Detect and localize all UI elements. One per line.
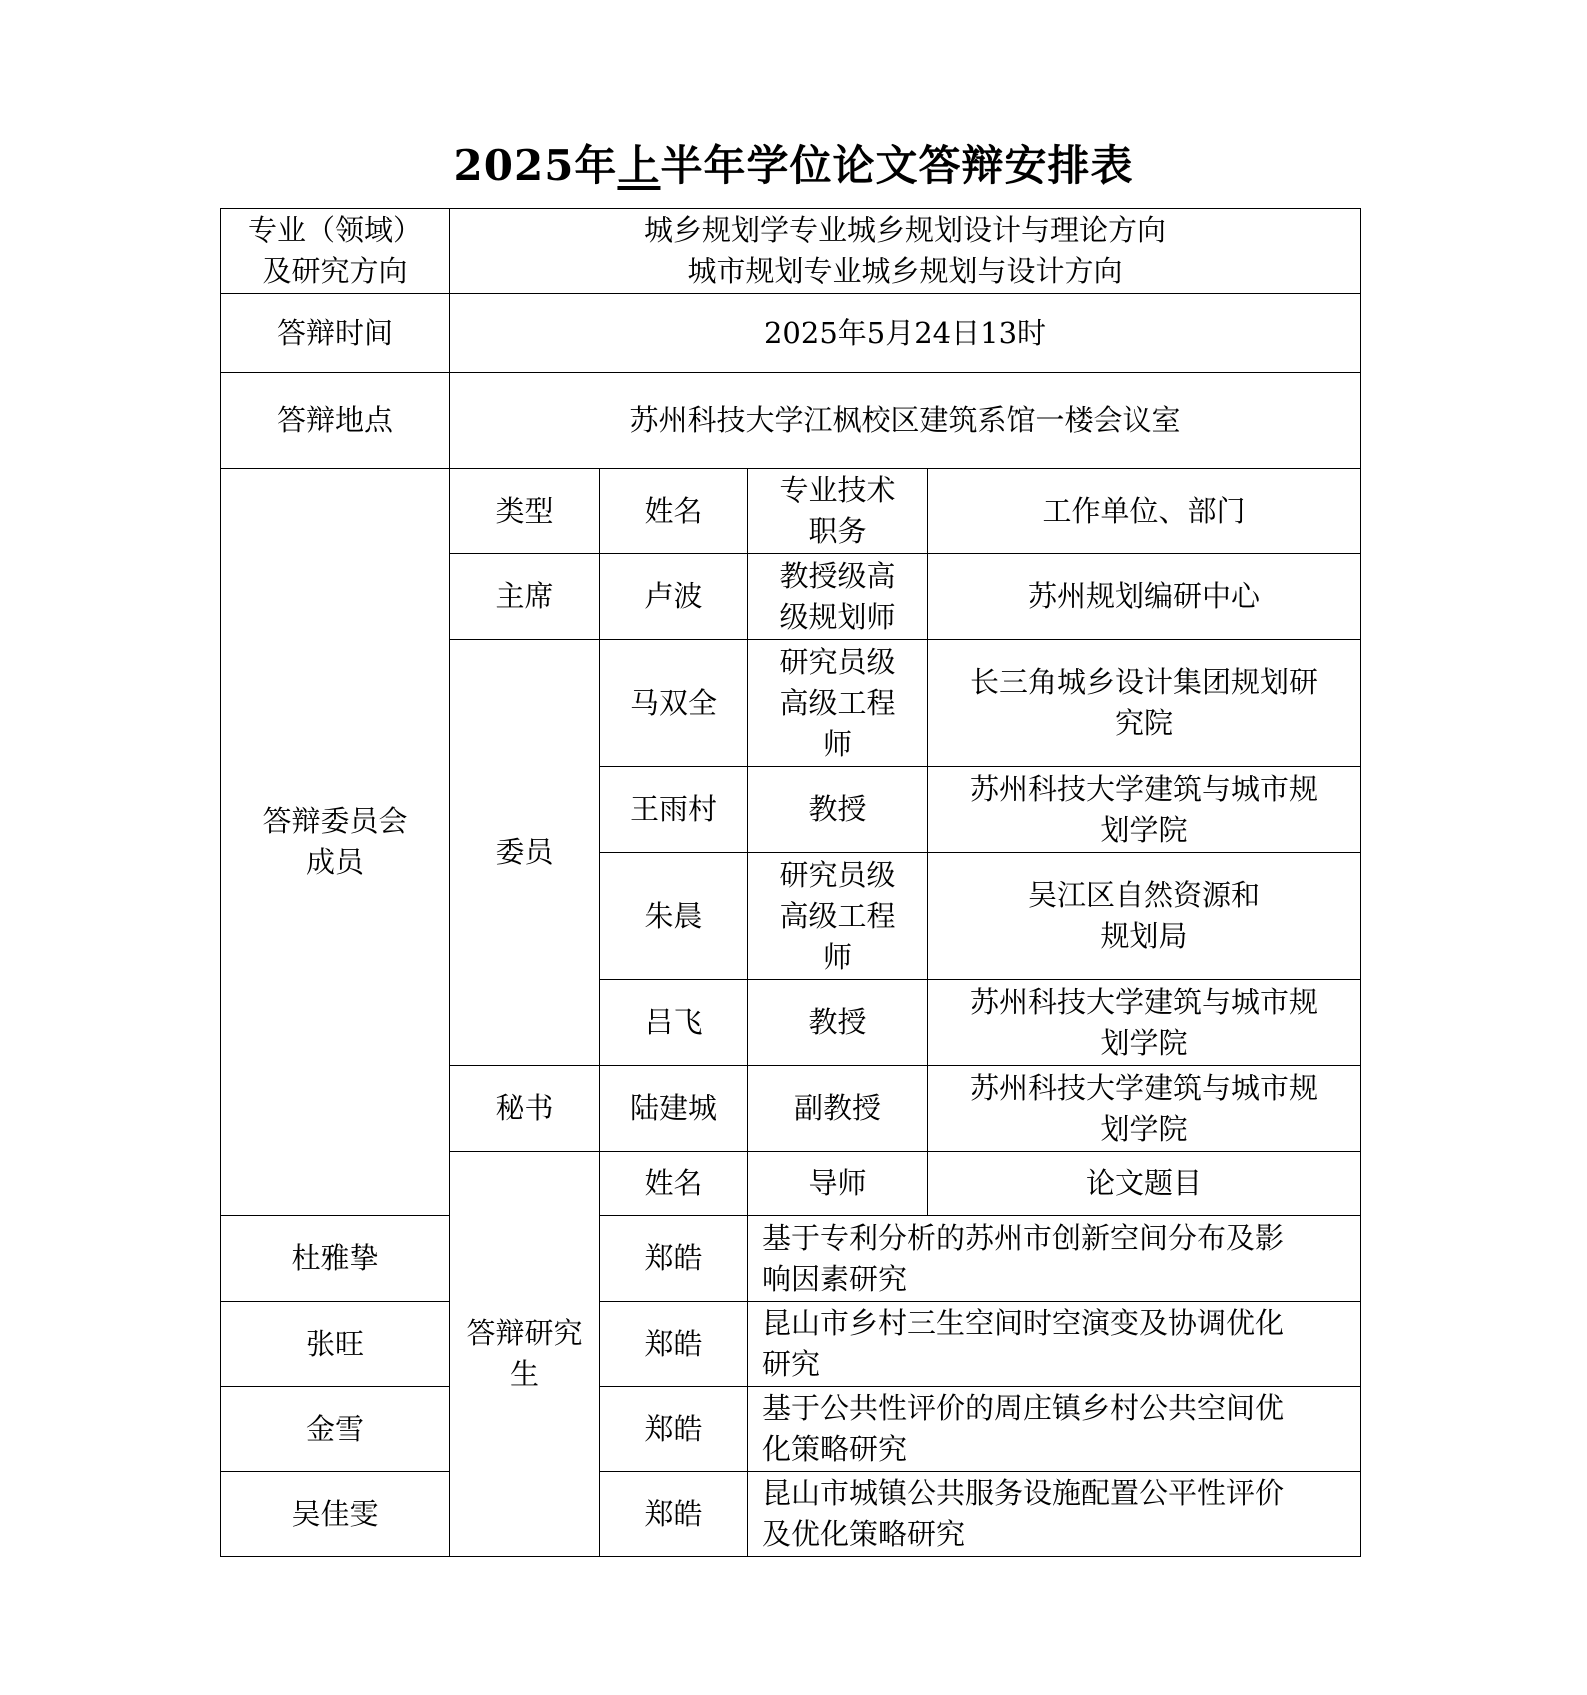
member-unit: 苏州科技大学建筑与城市规 划学院 [928,980,1361,1066]
student-name: 金雪 [221,1387,450,1472]
member-title: 研究员级 高级工程 师 [748,853,928,980]
location-label: 答辩地点 [221,373,450,469]
student-name: 吴佳雯 [221,1472,450,1557]
major-value: 城乡规划学专业城乡规划设计与理论方向 城市规划专业城乡规划与设计方向 [450,209,1361,294]
member-title: 研究员级 高级工程 师 [748,640,928,767]
committee-header-type: 类型 [450,469,600,554]
page-title [0,138,1587,194]
student-row [221,1216,1361,1302]
secretary-name: 陆建城 [600,1066,748,1152]
title-prefix: 2025年 [453,141,618,190]
member-name: 朱晨 [600,853,748,980]
student-advisor: 郑皓 [600,1472,748,1557]
student-topic: 昆山市城镇公共服务设施配置公平性评价 及优化策略研究 [748,1472,1361,1557]
students-header-topic: 论文题目 [928,1152,1361,1216]
member-name: 吕飞 [600,980,748,1066]
member-name: 马双全 [600,640,748,767]
chair-title: 教授级高 级规划师 [748,554,928,640]
student-name: 杜雅挚 [221,1216,450,1302]
member-unit: 苏州科技大学建筑与城市规 划学院 [928,767,1361,853]
student-advisor: 郑皓 [600,1387,748,1472]
schedule-table [220,208,1361,1557]
location-row [221,373,1361,469]
title-underlined: 上 [617,141,661,190]
chair-unit: 苏州规划编研中心 [928,554,1361,640]
time-value: 2025年5月24日13时 [450,294,1361,373]
chair-type: 主席 [450,554,600,640]
time-row [221,294,1361,373]
secretary-title: 副教授 [748,1066,928,1152]
student-row [221,1302,1361,1387]
committee-header-name: 姓名 [600,469,748,554]
committee-header-row [221,469,1361,554]
students-label: 答辩研究生 [450,1152,600,1557]
student-topic: 昆山市乡村三生空间时空演变及协调优化 研究 [748,1302,1361,1387]
student-advisor: 郑皓 [600,1302,748,1387]
member-name: 王雨村 [600,767,748,853]
member-unit: 长三角城乡设计集团规划研 究院 [928,640,1361,767]
member-unit: 吴江区自然资源和 规划局 [928,853,1361,980]
student-row [221,1472,1361,1557]
student-name: 张旺 [221,1302,450,1387]
title-suffix: 半年学位论文答辩安排表 [660,141,1134,190]
major-row [221,209,1361,294]
student-topic: 基于专利分析的苏州市创新空间分布及影 响因素研究 [748,1216,1361,1302]
major-label: 专业（领域） 及研究方向 [221,209,450,294]
student-topic: 基于公共性评价的周庄镇乡村公共空间优 化策略研究 [748,1387,1361,1472]
member-title: 教授 [748,767,928,853]
member-type: 委员 [450,640,600,1066]
committee-label: 答辩委员会 成员 [221,469,450,1216]
student-advisor: 郑皓 [600,1216,748,1302]
member-title: 教授 [748,980,928,1066]
chair-name: 卢波 [600,554,748,640]
time-label: 答辩时间 [221,294,450,373]
students-header-name: 姓名 [600,1152,748,1216]
students-header-advisor: 导师 [748,1152,928,1216]
secretary-unit: 苏州科技大学建筑与城市规 划学院 [928,1066,1361,1152]
committee-header-title: 专业技术 职务 [748,469,928,554]
committee-header-unit: 工作单位、部门 [928,469,1361,554]
student-row [221,1387,1361,1472]
location-value: 苏州科技大学江枫校区建筑系馆一楼会议室 [450,373,1361,469]
secretary-type: 秘书 [450,1066,600,1152]
